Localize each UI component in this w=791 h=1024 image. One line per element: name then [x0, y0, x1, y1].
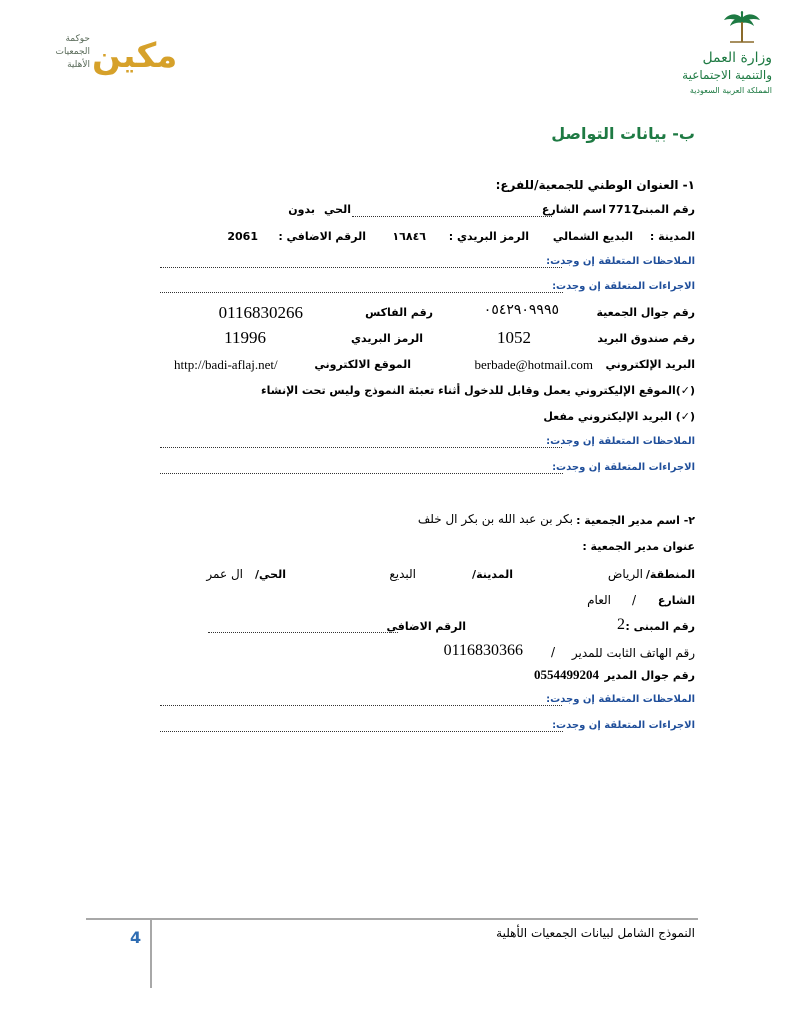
contact-postal-label: الرمز البريدي	[350, 332, 423, 345]
ministry-name-line1: وزارة العمل	[702, 50, 772, 66]
postal-code-label: الرمز البريدي :	[448, 230, 529, 243]
national-procedures-field	[160, 292, 563, 293]
manager-notes-label: الملاحظات المتعلقة إن وجدت:	[546, 694, 695, 705]
po-box-label: رقم صندوق البريد	[597, 332, 695, 345]
ministry-name-line2: والتنمية الاجتماعية	[682, 68, 772, 82]
manager-procedures-label: الاجراءات المتعلقة إن وجدت:	[552, 720, 695, 731]
footer-divider	[150, 918, 152, 988]
building-number-value: 7717	[608, 203, 639, 216]
section-title: ب- بيانات التواصل	[551, 124, 695, 143]
manager-mobile-label: رقم جوال المدير	[604, 669, 695, 682]
manager-street-separator: /	[631, 593, 636, 607]
contact-postal-value: 11996	[224, 328, 266, 347]
manager-street-value: العام	[587, 593, 611, 607]
manager-region-label: المنطقة/	[645, 568, 695, 581]
national-notes-field	[160, 267, 562, 268]
manager-district-label: الحي/	[255, 568, 286, 581]
district-value: بدون	[288, 203, 315, 216]
manager-city-value: البديع	[389, 567, 416, 581]
national-address-heading: ١- العنوان الوطني للجمعية/للفرع:	[495, 178, 695, 192]
manager-notes-field	[160, 705, 562, 706]
district-label: الحي	[324, 203, 351, 216]
palm-tree-icon	[722, 10, 762, 50]
additional-number-label: الرقم الاضافي :	[278, 230, 366, 243]
city-value: البديع الشمالي	[552, 230, 633, 243]
national-procedures-label: الاجراءات المتعلقة إن وجدت:	[552, 281, 695, 292]
association-mobile-label: رقم جوال الجمعية	[596, 306, 695, 319]
ministry-logo	[660, 10, 780, 100]
manager-mobile-value: 0554499204	[534, 667, 599, 682]
contacts-notes-label: الملاحظات المتعلقة إن وجدت:	[546, 436, 695, 447]
manager-city-label: المدينة/	[472, 568, 513, 581]
national-notes-label: الملاحظات المتعلقة إن وجدت:	[546, 256, 695, 267]
makeen-logo-line1: حوكمة	[65, 34, 90, 44]
contacts-procedures-label: الاجراءات المتعلقة إن وجدت:	[552, 462, 695, 473]
email-label: البريد الإلكتروني	[605, 358, 695, 371]
manager-region-value: الرياض	[607, 567, 643, 581]
association-mobile-value: ٠٥٤٢٩٠٩٩٩٥	[483, 302, 559, 318]
fax-value: 0116830266	[218, 303, 303, 322]
makeen-logo-line2: الجمعيات	[55, 47, 90, 57]
manager-building-label: رقم المبنى :	[625, 620, 695, 633]
city-label: المدينة :	[649, 230, 695, 243]
manager-phone-value: 0116830366	[443, 642, 523, 659]
makeen-logo-line3: الأهلية	[67, 60, 90, 70]
fax-label: رقم الفاكس	[365, 306, 433, 319]
manager-building-value: 2	[617, 616, 625, 633]
manager-phone-separator: /	[550, 645, 555, 659]
manager-procedures-field	[160, 731, 563, 732]
additional-number-value: 2061	[227, 230, 258, 243]
website-value[interactable]: http://badi-aflaj.net/	[174, 357, 278, 372]
footer-rule	[86, 918, 698, 920]
page-number: 4	[130, 928, 142, 947]
manager-name-label: ٢- اسم مدير الجمعية :	[576, 514, 695, 527]
postal-code-value: ١٦٨٤٦	[392, 230, 426, 243]
ministry-country: المملكة العربية السعودية	[689, 86, 772, 95]
contacts-procedures-field	[160, 473, 563, 474]
website-active-check: (✓)الموقع الإليكتروني يعمل وقابل للدخول أثناء تعبئة النموذج وليس تحت الإنشاء	[261, 384, 695, 397]
manager-district-value: ال عمر	[206, 567, 243, 581]
makeen-logo-word: مكين	[92, 36, 178, 76]
contacts-notes-field	[160, 447, 562, 448]
manager-name-value: بكر بن عبد الله بن بكر ال خلف	[417, 512, 573, 526]
street-name-field	[352, 216, 552, 217]
manager-additional-field	[208, 632, 398, 633]
building-number-label: رقم المبنى	[633, 203, 695, 216]
email-active-check: (✓) البريد الإليكتروني مفعل	[543, 410, 695, 423]
website-label: الموقع الالكتروني	[314, 358, 411, 371]
makeen-logo	[40, 30, 180, 80]
manager-address-heading: عنوان مدير الجمعية :	[582, 540, 695, 553]
manager-phone-label: رقم الهاتف الثابت للمدير	[571, 646, 695, 660]
street-name-label: اسم الشارع	[541, 203, 606, 216]
po-box-value: 1052	[497, 328, 531, 347]
footer-title: النموذج الشامل لبيانات الجمعيات الأهلية	[496, 926, 695, 940]
email-value[interactable]: berbade@hotmail.com	[474, 357, 593, 372]
manager-additional-label: الرقم الاضافي	[386, 620, 466, 633]
manager-street-label: الشارع	[657, 594, 695, 607]
